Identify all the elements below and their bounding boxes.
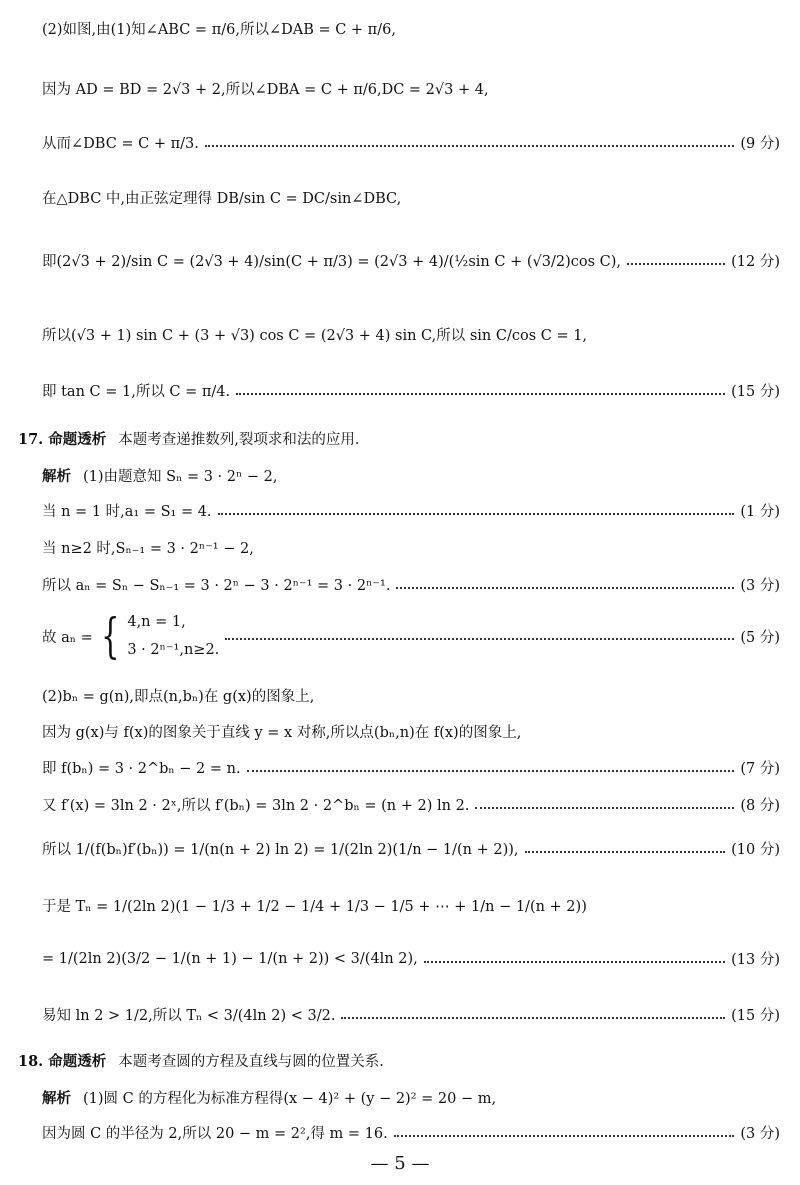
- page-number: [0, 1153, 800, 1174]
- dot-leader: [205, 145, 734, 147]
- line-text: 所以 1/(f(bₙ)f′(bₙ)) = 1/(n(n + 2) ln 2) = 1/(2ln 2)(1/n − 1/(n + 2)),: [42, 842, 519, 858]
- line-text: (2)bₙ = g(n),即点(n,bₙ)在 g(x)的图象上,: [42, 689, 315, 705]
- score-mark: (10 分): [731, 842, 780, 858]
- dot-leader: [396, 587, 734, 589]
- score-mark: (13 分): [731, 952, 780, 968]
- section-label: 18. 命题透析: [18, 1053, 107, 1070]
- solution-line: [42, 794, 780, 815]
- score-mark: (15 分): [731, 1008, 780, 1024]
- score-mark: (9 分): [740, 136, 780, 152]
- score-mark: (15 分): [731, 384, 780, 400]
- solution-line: [42, 757, 780, 778]
- dot-leader: [225, 638, 734, 640]
- solution-line: [42, 187, 401, 208]
- solution-line: [42, 465, 277, 486]
- dot-leader: [236, 393, 725, 395]
- line-text: 因为圆 C 的半径为 2,所以 20 − m = 2²,得 m = 16.: [42, 1126, 388, 1142]
- solution-line: [42, 948, 780, 969]
- solution-line: [42, 500, 780, 521]
- dot-leader: [394, 1135, 735, 1137]
- line-text: = 1/(2ln 2)(3/2 − 1/(n + 1) − 1/(n + 2)) < 3/(4ln 2),: [42, 950, 418, 967]
- line-text: 本题考查递推数列,裂项求和法的应用.: [118, 432, 360, 448]
- solution-line: [42, 324, 587, 345]
- solution-line: [42, 1122, 780, 1143]
- line-text: 因为 g(x)与 f(x)的图象关于直线 y = x 对称,所以点(bₙ,n)在 f(x)的图象上,: [42, 725, 522, 741]
- cases-brace: [93, 608, 220, 664]
- line-text: 故 aₙ =: [42, 629, 93, 646]
- dot-leader: [341, 1017, 725, 1019]
- solution-line: [42, 608, 780, 664]
- line-text: 所以(√3 + 1) sin C + (3 + √3) cos C = (2√3 + 4) sin C,所以 sin C/cos C = 1,: [42, 328, 588, 344]
- solution-line: [42, 895, 587, 916]
- score-mark: (12 分): [731, 254, 780, 270]
- case-1: 4,n = 1,: [127, 614, 186, 630]
- score-mark: (3 分): [740, 578, 780, 594]
- line-text: 当 n = 1 时,a₁ = S₁ = 4.: [42, 504, 212, 520]
- score-mark: (1 分): [740, 504, 780, 520]
- line-text: (2)如图,由(1)知∠ABC = π/6,所以∠DAB = C + π/6,: [42, 22, 396, 38]
- dot-leader: [424, 961, 725, 963]
- line-text: 易知 ln 2 > 1/2,所以 Tₙ < 3/(4ln 2) < 3/2.: [42, 1008, 336, 1024]
- solution-line: [42, 838, 780, 859]
- score-mark: (3 分): [740, 1126, 780, 1142]
- section-label: 解析: [42, 468, 71, 485]
- line-text: 在△DBC 中,由正弦定理得 DB/sin C = DC/sin∠DBC,: [42, 191, 402, 207]
- problem-17-analysis: [18, 428, 360, 449]
- solution-line: [42, 78, 489, 99]
- line-text: 即 tan C = 1,所以 C = π/4.: [42, 384, 231, 400]
- section-label: 17. 命题透析: [18, 431, 107, 448]
- solution-line: [42, 537, 254, 558]
- page-number-text: — 5 —: [370, 1153, 430, 1174]
- line-text: 当 n≥2 时,Sₙ₋₁ = 3 · 2ⁿ⁻¹ − 2,: [42, 541, 254, 557]
- score-mark: (7 分): [740, 761, 780, 777]
- score-mark: (5 分): [740, 629, 780, 646]
- dot-leader: [218, 513, 735, 515]
- solution-line: [42, 18, 396, 39]
- brace-symbol: {: [100, 608, 120, 664]
- solution-line: [42, 1087, 496, 1108]
- line-text: 又 f′(x) = 3ln 2 · 2ˣ,所以 f′(bₙ) = 3ln 2 · 2^bₙ = (n + 2) ln 2.: [42, 798, 470, 814]
- line-text: 因为 AD = BD = 2√3 + 2,所以∠DBA = C + π/6,DC = 2√3 + 4,: [42, 82, 489, 98]
- solution-line: [42, 685, 314, 706]
- line-text: (1)圆 C 的方程化为标准方程得(x − 4)² + (y − 2)² = 20 − m,: [83, 1091, 497, 1107]
- line-text: 所以 aₙ = Sₙ − Sₙ₋₁ = 3 · 2ⁿ − 3 · 2ⁿ⁻¹ = 3 · 2ⁿ⁻¹.: [42, 578, 391, 594]
- line-text: 即(2√3 + 2)/sin C = (2√3 + 4)/sin(C + π/3) = (2√3 + 4)/(½sin C + (√3/2)cos C),: [42, 254, 621, 270]
- section-label: 解析: [42, 1090, 71, 1107]
- dot-leader: [627, 263, 725, 265]
- solution-line: [42, 721, 521, 742]
- line-text: 从而∠DBC = C + π/3.: [42, 136, 199, 152]
- solution-line: [42, 380, 780, 401]
- line-text: 于是 Tₙ = 1/(2ln 2)(1 − 1/3 + 1/2 − 1/4 + 1/3 − 1/5 + ⋯ + 1/n − 1/(n + 2)): [42, 899, 587, 915]
- solution-line: [42, 574, 780, 595]
- dot-leader: [475, 807, 734, 809]
- solution-line: [42, 132, 780, 153]
- line-text: 即 f(bₙ) = 3 · 2^bₙ − 2 = n.: [42, 761, 241, 777]
- problem-18-analysis: [18, 1050, 384, 1071]
- solution-line: [42, 1004, 780, 1025]
- solution-line: [42, 250, 780, 271]
- dot-leader: [247, 770, 735, 772]
- score-mark: (8 分): [740, 798, 780, 814]
- line-text: (1)由题意知 Sₙ = 3 · 2ⁿ − 2,: [83, 469, 278, 485]
- case-2: 3 · 2ⁿ⁻¹,n≥2.: [127, 642, 220, 658]
- dot-leader: [525, 851, 726, 853]
- line-text: 本题考查圆的方程及直线与圆的位置关系.: [118, 1054, 384, 1070]
